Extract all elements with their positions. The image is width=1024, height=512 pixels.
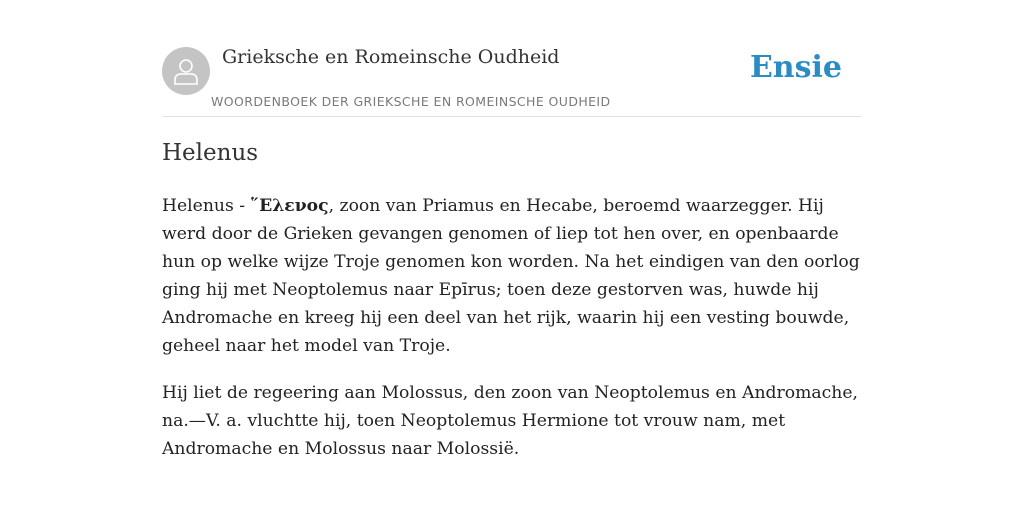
source-header	[162, 40, 862, 117]
greek-name: ῞Ελενος	[250, 196, 329, 216]
avatar[interactable]	[162, 47, 210, 95]
brand-logo[interactable]: Ensie	[749, 50, 842, 85]
source-subtitle: WOORDENBOEK DER GRIEKSCHE EN ROMEINSCHE OUDHEID	[211, 94, 611, 109]
user-icon	[172, 56, 200, 86]
paragraph-1-text: , zoon van Priamus en Hecabe, beroemd waarzegger. Hij werd door de Grieken gevangen genomen of liep tot hen over, en openbaarde hun op welke wijze Troje genomen kon worden. Na het eindigen van den oorlog ging hij met Neoptolemus naar Epīrus; toen deze gestorven was, huwde hij Andromache en kreeg hij een deel van het rijk, waarin hij een vesting bouwde, geheel naar het model van Troje.	[162, 196, 860, 356]
entry-title: Helenus	[162, 140, 259, 166]
paragraph-1	[162, 192, 862, 360]
source-title[interactable]: Grieksche en Romeinsche Oudheid	[222, 46, 560, 68]
paragraph-2: Hij liet de regeering aan Molossus, den zoon van Neoptolemus en Andromache, na.—V. a. vluchtte hij, toen Neoptolemus Hermione tot vrouw nam, met Andromache en Molossus naar Molossië.	[162, 383, 858, 459]
paragraph-1-lead: Helenus -	[162, 196, 251, 216]
entry-content	[162, 192, 862, 482]
